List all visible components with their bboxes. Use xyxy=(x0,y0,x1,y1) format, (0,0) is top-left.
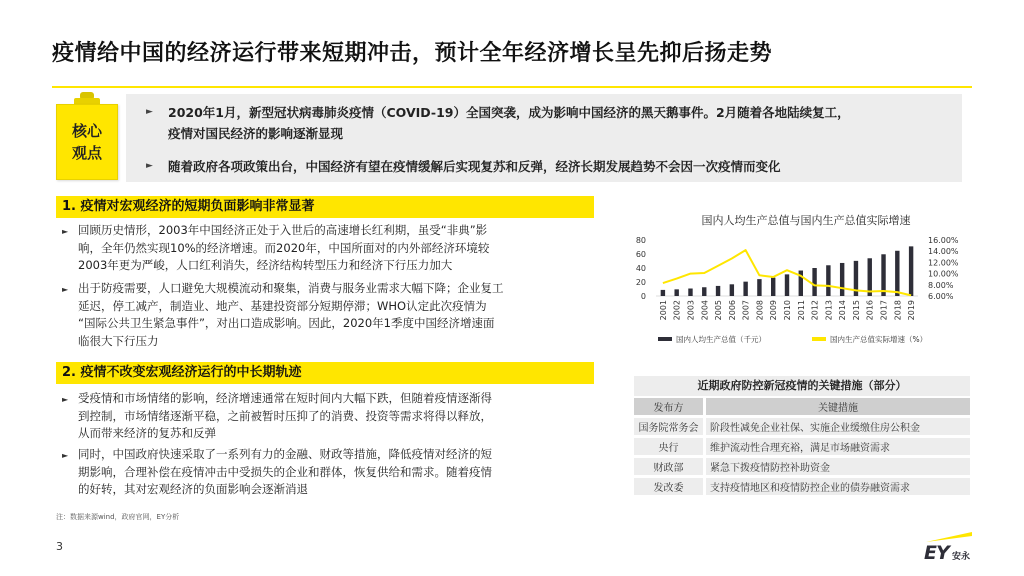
bullet-line: 出于防疫需要，人口避免大规模流动和聚集，消费与服务业需求大幅下降；企业复工 xyxy=(78,281,504,295)
measures-table xyxy=(634,398,970,498)
chart-title: 国内人均生产总值与国内生产总值实际增速 xyxy=(701,214,911,227)
y-right-tick-label: 14.00% xyxy=(928,247,959,257)
x-tick-label: 2009 xyxy=(769,300,779,321)
body-bullet xyxy=(62,390,592,443)
bar-gdp-per-capita xyxy=(785,274,789,296)
bullet-triangle-icon: ► xyxy=(146,161,153,171)
bar-gdp-per-capita xyxy=(895,251,899,296)
x-tick-label: 2018 xyxy=(893,300,903,321)
table-cell: 阶段性减免企业社保、实施企业缓缴住房公积金 xyxy=(706,418,970,438)
logo-suffix: 安永 xyxy=(952,552,971,562)
y-right-tick-label: 12.00% xyxy=(928,258,959,268)
bar-gdp-per-capita xyxy=(812,268,816,296)
x-tick-label: 2016 xyxy=(865,300,875,321)
y-left-tick-label: 80 xyxy=(635,236,646,245)
key-points-label-line2: 观点 xyxy=(71,144,102,162)
table-header-cell: 关键措施 xyxy=(706,398,970,418)
legend-swatch-bar xyxy=(658,337,672,341)
bullet-triangle-icon: ► xyxy=(62,227,69,236)
bullet-triangle-icon: ► xyxy=(62,451,69,460)
section-heading: 1. 疫情对宏观经济的短期负面影响非常显著 xyxy=(56,196,594,218)
x-tick-label: 2005 xyxy=(714,300,724,321)
x-tick-label: 2013 xyxy=(824,300,834,321)
key-points-label-line1: 核心 xyxy=(71,122,102,140)
table-cell: 紧急下拨疫情防控补助资金 xyxy=(706,458,970,478)
table-header-cell: 发布方 xyxy=(634,398,706,418)
logo-beam-icon xyxy=(926,532,972,542)
x-tick-label: 2011 xyxy=(796,300,806,321)
bullet-line: “国际公共卫生紧急事件”，对出口造成影响。因此，2020年1季度中国经济增速面 xyxy=(78,316,495,330)
table-row xyxy=(634,438,970,458)
ey-logo xyxy=(924,532,976,568)
bar-gdp-per-capita xyxy=(826,265,830,296)
key-point-line: 疫情对国民经济的影响逐渐显现 xyxy=(168,126,344,141)
y-left-tick-label: 20 xyxy=(635,278,646,287)
key-point-item xyxy=(146,102,850,144)
bar-gdp-per-capita xyxy=(909,246,913,296)
table-row xyxy=(634,458,970,478)
bullet-triangle-icon: ► xyxy=(146,107,153,117)
body-bullet xyxy=(62,446,592,499)
page-number: 3 xyxy=(56,540,63,553)
gdp-chart xyxy=(628,228,980,350)
table-header-row xyxy=(634,398,970,418)
bullet-line: 受疫情和市场情绪的影响，经济增速通常在短时间内大幅下跌，但随着疫情逐渐得 xyxy=(78,391,492,405)
bullet-line: 临很大下行压力 xyxy=(78,333,159,348)
table-row xyxy=(634,418,970,438)
bullet-line: 的好转，其对宏观经济的负面影响会逐渐消退 xyxy=(78,482,308,496)
bar-gdp-per-capita xyxy=(757,279,761,296)
bar-gdp-per-capita xyxy=(674,289,678,296)
key-point-line: 随着政府各项政策出台，中国经济有望在疫情缓解后实现复苏和反弹，经济长期发展趋势不会因一次疫情而变化 xyxy=(168,159,781,174)
x-tick-label: 2006 xyxy=(727,300,737,321)
bar-gdp-per-capita xyxy=(702,287,706,296)
bar-gdp-per-capita xyxy=(881,254,885,296)
section-heading: 2. 疫情不改变宏观经济运行的中长期轨迹 xyxy=(56,362,594,384)
key-points-label xyxy=(56,104,118,180)
bullet-line: 期影响，合理补偿在疫情冲击中受损失的企业和群体，恢复供给和需求。随着疫情 xyxy=(78,464,492,479)
x-tick-label: 2007 xyxy=(741,300,751,321)
x-tick-label: 2004 xyxy=(700,300,710,321)
table-cell: 国务院常务会 xyxy=(634,418,706,438)
table-cell: 央行 xyxy=(634,438,706,458)
body-bullet xyxy=(62,280,592,350)
key-point-line: 2020年1月，新型冠状病毒肺炎疫情（COVID-19）全国突袭，成为影响中国经济的黑天鹅事件。2月随着各地陆续复工， xyxy=(168,105,850,120)
bullet-triangle-icon: ► xyxy=(62,395,69,404)
table-row xyxy=(634,478,970,498)
bar-gdp-per-capita xyxy=(840,263,844,296)
x-tick-label: 2002 xyxy=(672,300,682,321)
x-tick-label: 2010 xyxy=(783,300,792,321)
title-divider xyxy=(52,86,972,88)
y-left-tick-label: 60 xyxy=(635,250,646,259)
x-tick-label: 2012 xyxy=(810,300,820,321)
x-tick-label: 2008 xyxy=(755,300,765,321)
bullet-line: 延迟，停工减产，制造业、地产、基建投资部分短期停滞；WHO认定此次疫情为 xyxy=(78,298,487,313)
bar-gdp-per-capita xyxy=(730,284,734,296)
y-right-tick-label: 6.00% xyxy=(928,292,954,301)
y-right-tick-label: 16.00% xyxy=(928,236,959,245)
x-tick-label: 2015 xyxy=(851,300,861,321)
body-bullet xyxy=(62,222,592,275)
key-points-panel xyxy=(126,94,962,182)
x-tick-label: 2017 xyxy=(879,300,889,321)
table-title: 近期政府防控新冠疫情的关键措施（部分） xyxy=(634,376,970,396)
table-cell: 维护流动性合理充裕，满足市场融资需求 xyxy=(706,438,970,458)
key-point-item xyxy=(146,156,781,177)
table-cell: 支持疫情地区和疫情防控企业的债券融资需求 xyxy=(706,478,970,498)
x-tick-label: 2019 xyxy=(907,300,917,321)
bullet-line: 从而带来经济的复苏和反弹 xyxy=(78,426,216,440)
bar-gdp-per-capita xyxy=(661,290,665,296)
source-note: 注：数据来源wind，政府官网，EY分析 xyxy=(56,513,180,521)
bullet-triangle-icon: ► xyxy=(62,285,69,294)
y-left-tick-label: 40 xyxy=(635,264,646,273)
bullet-line: 回顾历史情形，2003年中国经济正处于入世后的高速增长红利期，虽受“非典”影 xyxy=(78,223,488,237)
y-right-tick-label: 10.00% xyxy=(928,269,959,279)
table-cell: 发改委 xyxy=(634,478,706,498)
x-tick-label: 2001 xyxy=(658,300,668,321)
x-tick-label: 2003 xyxy=(686,300,696,321)
y-left-tick-label: 0 xyxy=(640,292,646,301)
bullet-line: 到控制，市场情绪逐渐平稳，之前被暂时压抑了的消费、投资等需求将得以释放， xyxy=(78,408,492,423)
table-cell: 财政部 xyxy=(634,458,706,478)
bullet-line: 响，全年仍然实现10%的经济增速。而2020年，中国所面对的内外部经济环境较 xyxy=(78,240,490,255)
bar-gdp-per-capita xyxy=(743,282,747,296)
y-right-tick-label: 8.00% xyxy=(928,280,954,290)
bar-gdp-per-capita xyxy=(771,278,775,296)
bullet-line: 同时，中国政府快速采取了一系列有力的金融、财政等措施，降低疫情对经济的短 xyxy=(78,447,492,461)
logo-mark: EY xyxy=(924,542,949,564)
bullet-line: 2003年更为严峻，人口红利消失，经济结构转型压力和经济下行压力加大 xyxy=(78,258,453,272)
legend-label-bar: 国内人均生产总值（千元） xyxy=(676,335,766,344)
bar-gdp-per-capita xyxy=(868,258,872,296)
page-title: 疫情给中国的经济运行带来短期冲击，预计全年经济增长呈先抑后扬走势 xyxy=(52,41,773,66)
legend-swatch-line xyxy=(812,337,826,341)
x-tick-label: 2014 xyxy=(838,300,848,321)
bar-gdp-per-capita xyxy=(716,286,720,296)
bar-gdp-per-capita xyxy=(688,289,692,296)
legend-label-line: 国内生产总值实际增速（%） xyxy=(830,335,928,344)
